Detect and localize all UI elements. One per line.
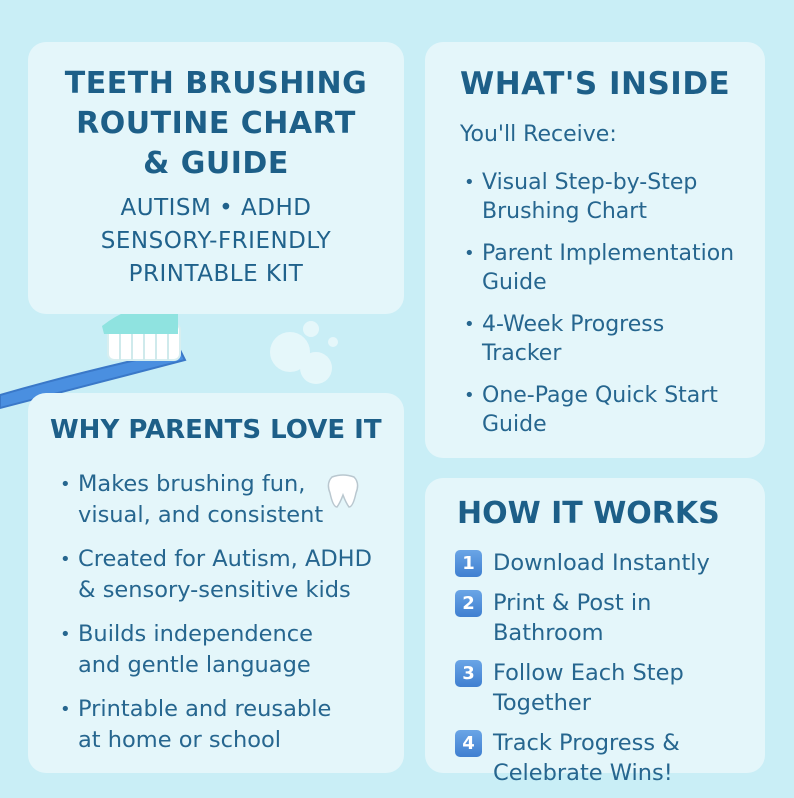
list-item-text: Makes brushing fun, visual, and consistent [78, 471, 324, 528]
bullet: • [464, 243, 475, 264]
step-number-badge: 4 [455, 730, 482, 757]
bullet: • [464, 314, 475, 335]
list-item-text: One-Page Quick Start Guide [482, 383, 718, 437]
list-item-text: Created for Autism, ADHD & sensory-sensitive kids [78, 546, 372, 603]
list-item [56, 544, 396, 606]
step-text: Track Progress & Celebrate Wins! [493, 730, 680, 786]
step-number-badge: 3 [455, 660, 482, 687]
receive-label: You'll Receive: [460, 122, 617, 147]
list-item-text: Parent Implementation Guide [482, 241, 735, 295]
list-item [460, 239, 734, 297]
step-item [455, 548, 765, 578]
step-number-badge: 2 [455, 590, 482, 617]
step-text: Follow Each Step Together [493, 660, 684, 716]
bullet: • [60, 549, 71, 570]
bullet: • [464, 385, 475, 406]
list-item-text: 4-Week Progress Tracker [482, 312, 665, 366]
list-item-text: Printable and reusable at home or school [78, 696, 332, 753]
step-item [455, 728, 765, 788]
why-parents-heading: WHY PARENTS LOVE IT [50, 415, 382, 445]
step-item [455, 658, 765, 718]
why-parents-card [28, 393, 404, 773]
how-it-works-card [425, 478, 765, 786]
bullet: • [60, 699, 71, 720]
whats-inside-card [425, 42, 765, 458]
page-title: TEETH BRUSHING ROUTINE CHART & GUIDE [64, 66, 368, 181]
why-parents-list [56, 469, 396, 769]
bullet: • [60, 624, 71, 645]
list-item [460, 168, 734, 226]
list-item [460, 310, 734, 368]
step-item [455, 588, 765, 648]
page-subtitle: AUTISM • ADHD SENSORY-FRIENDLY PRINTABLE KIT [100, 195, 332, 287]
whats-inside-heading: WHAT'S INSIDE [460, 66, 731, 102]
list-item [460, 381, 734, 439]
bubbles-decoration [270, 321, 338, 384]
list-item-text: Builds independence and gentle language [78, 621, 313, 678]
step-number-badge: 1 [455, 550, 482, 577]
list-item [56, 619, 396, 681]
bullet: • [60, 474, 71, 495]
title-card [28, 42, 404, 314]
list-item-text: Visual Step-by-Step Brushing Chart [482, 170, 698, 224]
bullet: • [464, 172, 475, 193]
tooth-icon [326, 473, 360, 509]
list-item [56, 694, 396, 756]
step-text: Download Instantly [493, 550, 710, 576]
steps-list [455, 548, 765, 798]
how-it-works-heading: HOW IT WORKS [457, 496, 720, 531]
step-text: Print & Post in Bathroom [493, 590, 652, 646]
whats-inside-list [460, 168, 734, 452]
